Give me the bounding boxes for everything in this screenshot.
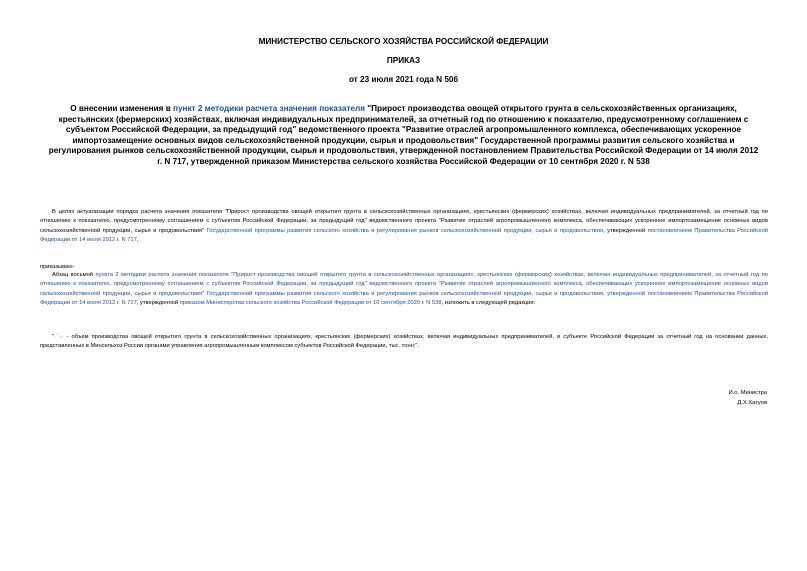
ministry-heading: МИНИСТЕРСТВО СЕЛЬСКОГО ХОЗЯЙСТВА РОССИЙСКОЙ ФЕДЕРАЦИИ (258, 37, 549, 46)
title-link-methodology[interactable]: пункт 2 методики расчета значения показателя (173, 104, 365, 113)
title-text-rest: "Прирост производства овощей открытого грунта в сельскохозяйственных организациях, крестьянских (фермерских) хозяйствах, включая индивидуальных предпринимателей, за отчетный год по отношению к показателю, предусмотренному соглашением с субъектом Российской Федерации, за предыдущий год" ведомственного проекта "Развитие отраслей агропромышленного комплекса, обеспечивающих ускоренное импортозамещение основных видов сельскохозяйственной продукции, сырья и продовольствия" Государственной программы развития сельского хозяйства и регулирования рынков сельскохозяйственной продукции, сырья и продовольствия, утвержденной постановлением Правительства Российской Федерации от 14 июля 2012 г. N 717, утвержденной приказом Министерства сельского хозяйства Российской Федерации от 10 сентября 2020 г. N 538 (48, 104, 759, 166)
document-date: от 23 июля 2021 года N 506 (348, 75, 459, 84)
quote-open: " (52, 334, 55, 340)
new-wording-text: - объем производства овощей открытого грунта в сельскохозяйственных организациях, крестьянских (фермерских) хозяйствах, включая индивидуальных предпринимателей, в субъекте Российской Федерации за отчетный год на основании данных, представленных в Минсельхоз России органами управления агропромышленным комплексом субъектов Российской Федерации, тыс. тонн;". (40, 334, 768, 350)
link-ministry-order[interactable]: приказом Министерства сельского хозяйства Российской Федерации от 10 сентября 2020 г. N 538 (179, 299, 442, 306)
paragraph-order: приказываю: (40, 264, 75, 270)
preamble-text-3: , (136, 236, 139, 243)
paragraph-new-wording (40, 333, 768, 352)
document-title (46, 104, 761, 168)
formula-placeholder: ·ˆ·ₜ (54, 334, 64, 340)
title-text-start: О внесении изменения в (70, 104, 174, 113)
amendment-text-2: , утвержденной (136, 299, 180, 306)
paragraph-preamble (40, 208, 768, 245)
amendment-text-3: , изложить в следующей редакции: (441, 299, 536, 306)
amendment-text: Абзац восьмой (52, 272, 96, 278)
preamble-text: В целях актуализации порядка расчета значения показателя "Прирост производства овощей открытого грунта в сельскохозяйственных организациях, крестьянских (фермерских) хозяйствах, включая индивидуальных предпринимателей, за отчетный год по отношению к показателю, предусмотренному соглашением с субъектом Российской Федерации, за предыдущий год" ведомственного проекта "Развитие отраслей агропромышленного комплекса, обеспечивающих ускоренное импортозамещение основных видов сельскохозяйственной продукции, сырья и продовольствия" (40, 209, 768, 234)
link-methodology-point[interactable]: пункта 2 методики расчета значения показателя "Прирост производства овощей открытого грунта в сельскохозяйственных организациях, крестьянских (фермерских) хозяйствах, включая индивидуальных предпринимателей, за отчетный год по отношению к показателю, предусмотренному соглашением с субъектом Российской Федерации, за предыдущий год" ведомственного проекта "Развитие отраслей агропромышленного комплекса, обеспечивающих ускоренное импортозамещение основных видов сельскохозяйственной продукции, сырья и продовольствия" Государственной программы развития сельского хозяйства и регулирования рынков сельскохозяйственной продукции, сырья и продовольствия, утвержденной постановлением Правительства Российской Федерации от 14 июля 2012 г. N 717 (40, 272, 768, 306)
signature-name: Д.Х.Хатуов (737, 400, 767, 406)
signature-position: И.о. Министра (728, 390, 767, 396)
link-state-program[interactable]: Государственной программы развития сельского хозяйства и регулирования рынков сельскохозяйственной продукции, сырья и продовольствия (206, 227, 604, 234)
link-government-decree[interactable]: постановлением Правительства Российской Федерации от 14 июля 2012 г. N 717 (40, 227, 769, 243)
document-type: ПРИКАЗ (386, 56, 421, 65)
preamble-text-2: , утвержденной (603, 227, 648, 234)
paragraph-amendment (40, 271, 768, 308)
